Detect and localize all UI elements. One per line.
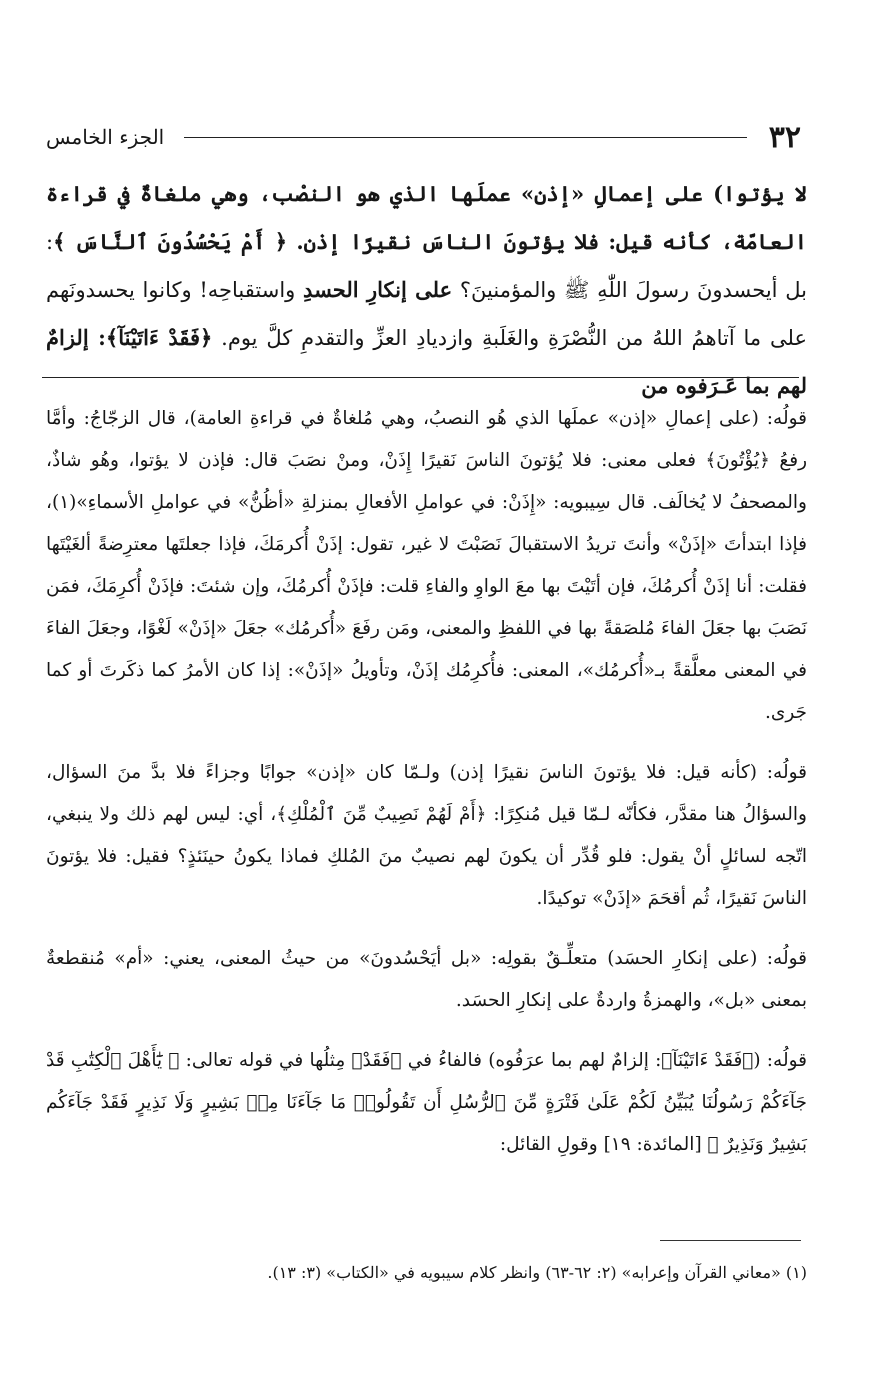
page-number: ٣٢ <box>768 119 801 155</box>
header-rule <box>184 137 747 138</box>
main-text-segment: : إلزامٌ لهم بما عَـرَفوه من <box>46 325 807 398</box>
main-text-segment: لا يؤتوا) على إعمالِ «إذن» عملَها الذي هو النصْب، وهي ملغاةٌ في قراءة العامّة، كأنه قيل: فلا يؤتونَ الناسَ نقيرًا إذن. <box>46 181 807 254</box>
page-header <box>46 112 801 162</box>
main-text-segment: على إنكارِ الحسدِ <box>303 277 453 302</box>
commentary <box>46 398 807 1184</box>
commentary-paragraph: قولُه: (﴿فَقَدْ ءَاتَيْنَآ﴾: إلزامٌ لهم بما عرَفُوه) فالفاءُ في ﴿فَقَدْ﴾ مِثلُها في قوله تعالى: ﴿ يَٰٓأَهْلَ ٱلْكِتَٰبِ قَدْ جَآءَكُمْ رَسُولُنَا يُبَيِّنُ لَكُمْ عَلَىٰ فَتْرَةٍ مِّنَ ٱلرُّسُلِ أَن تَقُولُوا۟ مَا جَآءَنَا مِنۢ بَشِيرٍ وَلَا نَذِيرٍ فَقَدْ جَآءَكُم بَشِيرٌ وَنَذِيرٌ ﴾ [المائدة: ١٩] وقولِ القائل: <box>46 1050 807 1155</box>
footnote: (١) «معاني القرآن وإعرابه» (٢: ٦٢-٦٣) وانظر كلام سيبويه في «الكتاب» (٣: ١٣). <box>267 1263 807 1282</box>
text-commentary-divider <box>42 377 799 378</box>
running-title: الجزء الخامس <box>46 125 165 149</box>
commentary-paragraph: قولُه: (على إعمالِ «إذن» عملَها الذي هُو النصبُ، وهي مُلغاةٌ في قراءةِ العامة)، قال الزجّاجُ: وأمَّا رفعُ ﴿يُؤْتُونَ﴾ فعلى معنى: فلا يُؤتونَ الناسَ نَقيرًا إِذَنْ، ومنْ نصَبَ قال: فإذن لا يؤتوا، وهُو شاذٌ، والمصحفُ لا يُخالَف. قال سِيبويه: «إِذَنْ: في عواملِ الأفعالِ بمنزلةِ «أظُنُّ» في عواملِ الأسماءِ»(١)، فإذا ابتدأتَ «إذَنْ» وأنتَ تريدُ الاستقبالَ نَصَبْتَ لا غير، تقول: إذَنْ أُكرمَكَ، فإذا جعلتَها معترِضةً ألغَيْتَها فقلت: أنا إذَنْ أُكرمُكَ، فإن أتَيْتَ بها معَ الواوِ والفاءِ قلت: فإذَنْ أُكرمُكَ، وإن شئتَ: فإذَنْ أُكرِمَكَ، فمَن نَصَبَ بها جعَلَ الفاءَ مُلصَقةً بها في اللفظِ والمعنى، ومَن رفَعَ «أُكرمُك» جعَلَ «إذَنْ» لَغْوًا، وجعَلَ الفاءَ في المعنى معلَّقةً بـ«أُكرمُك»، المعنى: فأُكرِمُك إذَنْ، وتأويلُ «إذَنْ»: إذا كان الأمرُ كما ذكَرتَ أو كما جَرى. <box>46 408 807 723</box>
commentary-paragraph: قولُه: (كأنه قيل: فلا يؤتونَ الناسَ نقيرًا إذن) ولـمّا كان «إذن» جوابًا وجزاءً فلا بدَّ منَ السؤال، والسؤالُ هنا مقدَّر، فكأنّه لـمّا قيل مُنكِرًا: ﴿أَمْ لَهُمْ نَصِيبٌ مِّنَ ٱلْمُلْكِ﴾، أي: ليس لهم ذلك ولا ينبغي، اتّجه لسائلٍ أنْ يقول: فلو قُدِّر أن يكونَ لهم نصيبٌ منَ المُلكِ فماذا يكونُ حينَئذٍ؟ فقيل: فلا يؤتونَ الناسَ نَقيرًا، ثُم أقحَمَ «إذَنْ» توكيدًا. <box>46 762 807 909</box>
main-text-segment: : بل أيحسدونَ رسولَ اللّٰهِ ﷺ والمؤمنينَ؟ <box>46 230 807 302</box>
main-text <box>46 170 807 410</box>
quran-verse: ﴿فَقَدْ ءَاتَيْنَآ﴾ <box>105 325 213 350</box>
main-text-segment: واستقباحِه! وكانوا يحسدونَهم على ما آتاهمُ اللهُ من النُّصْرَةِ والغَلَبةِ وازديادِ العزِّ والتقدمِ كلَّ يوم. <box>46 278 807 350</box>
commentary-paragraph: قولُه: (على إنكارِ الحسَد) متعلِّـقٌ بقولِه: «بل أيَحْسُدونَ» من حيثُ المعنى، يعني: «أم» مُنقطعةٌ بمعنى «بل»، والهمزةُ واردةٌ على إنكارِ الحسَد. <box>46 948 807 1011</box>
quran-verse: ﴿ أَمْ يَحْسُدُونَ ٱلنَّاسَ ﴾ <box>53 229 288 254</box>
footnote-rule <box>660 1240 801 1241</box>
